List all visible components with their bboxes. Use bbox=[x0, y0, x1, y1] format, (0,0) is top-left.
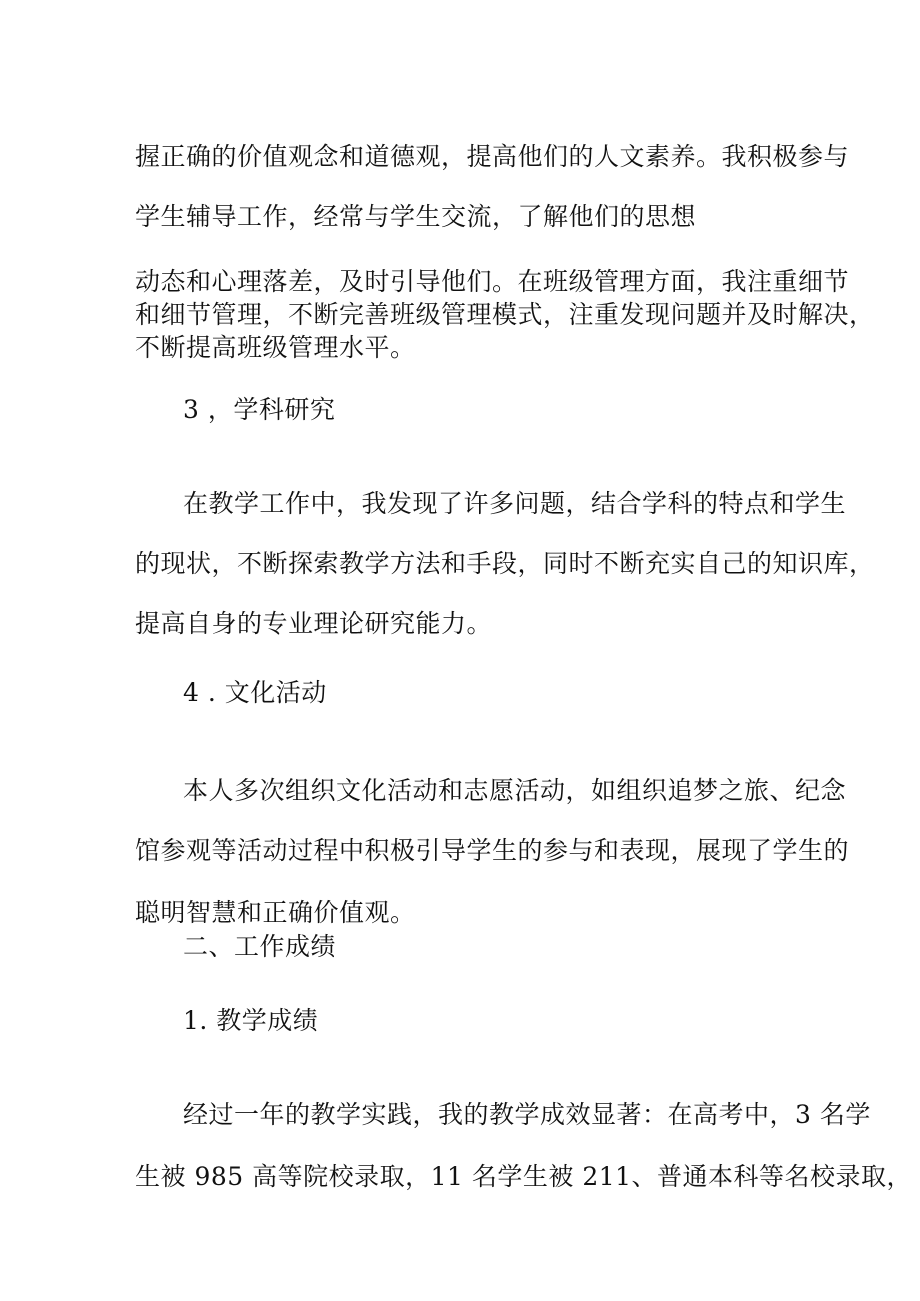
paragraph-line: 不断提高班级管理水平。 bbox=[135, 333, 416, 362]
paragraph-line: 馆参观等活动过程中积极引导学生的参与和表现，展现了学生的 bbox=[135, 836, 850, 865]
paragraph-line: 本人多次组织文化活动和志愿活动，如组织追梦之旅、纪念 bbox=[183, 776, 847, 805]
subsection-heading: 1. 教学成绩 bbox=[183, 1006, 319, 1035]
paragraph-line: 的现状，不断探索教学方法和手段，同时不断充实自己的知识库， bbox=[135, 549, 875, 578]
paragraph-line: 握正确的价值观念和道德观，提高他们的人文素养。我积极参与 bbox=[135, 142, 850, 171]
section-heading: 3 ，学科研究 bbox=[183, 395, 336, 424]
paragraph-line: 和细节管理，不断完善班级管理模式，注重发现问题并及时解决， bbox=[135, 300, 875, 329]
paragraph-line: 动态和心理落差，及时引导他们。在班级管理方面，我注重细节 bbox=[135, 267, 850, 296]
paragraph-line: 经过一年的教学实践，我的教学成效显著：在高考中，3 名学 bbox=[183, 1100, 871, 1129]
paragraph-line: 学生辅导工作，经常与学生交流，了解他们的思想 bbox=[135, 202, 697, 231]
paragraph-line: 生被 985 高等院校录取，11 名学生被 211、普通本科等名校录取， bbox=[135, 1162, 913, 1191]
paragraph-line: 聪明智慧和正确价值观。 bbox=[135, 898, 416, 927]
section-heading: 4 . 文化活动 bbox=[183, 678, 327, 707]
paragraph-line: 在教学工作中，我发现了许多问题，结合学科的特点和学生 bbox=[183, 489, 847, 518]
section-heading: 二、工作成绩 bbox=[183, 932, 337, 961]
paragraph-line: 提高自身的专业理论研究能力。 bbox=[135, 609, 493, 638]
